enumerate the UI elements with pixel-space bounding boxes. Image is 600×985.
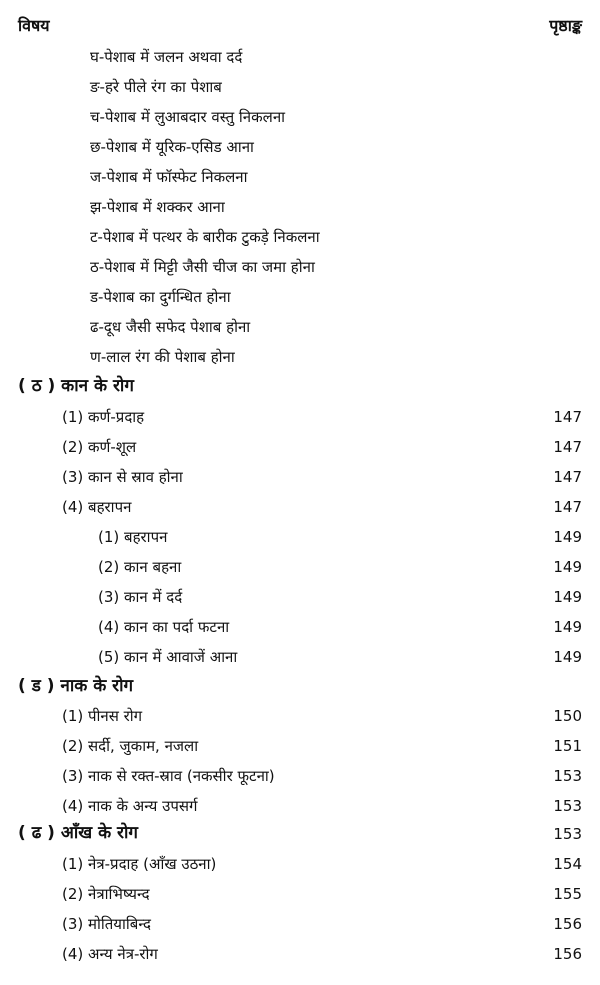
toc-subentry: (4) कान का पर्दा फटना — [98, 618, 230, 636]
toc-entry: झ-पेशाब में शक्कर आना — [90, 198, 225, 216]
toc-entry: (2) नेत्राभिष्यन्द — [62, 885, 150, 903]
toc-entry: (4) बहरापन — [62, 498, 132, 516]
toc-entry: ज-पेशाब में फॉस्फेट निकलना — [90, 168, 248, 186]
toc-subentry: (5) कान में आवाजें आना — [98, 648, 238, 666]
toc-entry: (1) नेत्र-प्रदाह (आँख उठना) — [62, 855, 217, 873]
page-number: 150 — [553, 707, 582, 725]
toc-entry: (3) नाक से रक्त-स्राव (नकसीर फूटना) — [62, 767, 275, 785]
subject-heading: विषय — [18, 16, 50, 35]
page-number: 149 — [553, 648, 582, 666]
page-number: 149 — [553, 558, 582, 576]
toc-entry: (2) कर्ण-शूल — [62, 438, 137, 456]
toc-entry: ड-पेशाब का दुर्गन्धित होना — [90, 288, 231, 306]
toc-entry: च-पेशाब में लुआबदार वस्तु निकलना — [90, 108, 286, 126]
page-number: 156 — [553, 945, 582, 963]
toc-entry: (1) पीनस रोग — [62, 707, 143, 725]
toc-header — [18, 14, 582, 38]
toc-subentry: (2) कान बहना — [98, 558, 182, 576]
toc-entry: ढ-दूध जैसी सफेद पेशाब होना — [90, 318, 251, 336]
page-number: 149 — [553, 618, 582, 636]
page-number: 147 — [553, 408, 582, 426]
page-number: 147 — [553, 498, 582, 516]
page-number: 151 — [553, 737, 582, 755]
page-number: 153 — [553, 767, 582, 785]
toc-entry: ङ-हरे पीले रंग का पेशाब — [90, 78, 222, 96]
toc-entry: (4) नाक के अन्य उपसर्ग — [62, 797, 198, 815]
section-title: ( ड ) नाक के रोग — [18, 676, 134, 696]
page-number: 155 — [553, 885, 582, 903]
page-number: 154 — [553, 855, 582, 873]
page-number: 147 — [553, 468, 582, 486]
section-title: ( ढ ) आँख के रोग — [18, 823, 138, 843]
page-number-heading: पृष्ठाङ्क — [549, 16, 582, 35]
page-number: 149 — [553, 528, 582, 546]
toc-entry: ठ-पेशाब में मिट्टी जैसी चीज का जमा होना — [90, 258, 315, 276]
toc-entry: छ-पेशाब में यूरिक-एसिड आना — [90, 138, 254, 156]
page-number: 149 — [553, 588, 582, 606]
toc-entry: (3) कान से स्राव होना — [62, 468, 183, 486]
page-number: 153 — [553, 825, 582, 843]
toc-entry: (4) अन्य नेत्र-रोग — [62, 945, 158, 963]
toc-entry: ट-पेशाब में पत्थर के बारीक टुकड़े निकलना — [90, 228, 320, 246]
toc-entry: (3) मोतियाबिन्द — [62, 915, 151, 933]
toc-entry: (2) सर्दी, जुकाम, नजला — [62, 737, 199, 755]
toc-subentry: (3) कान में दर्द — [98, 588, 183, 606]
toc-entry: घ-पेशाब में जलन अथवा दर्द — [90, 48, 243, 66]
page-number: 147 — [553, 438, 582, 456]
page-number: 156 — [553, 915, 582, 933]
page-number: 153 — [553, 797, 582, 815]
toc-entry: ण-लाल रंग की पेशाब होना — [90, 348, 235, 366]
toc-subentry: (1) बहरापन — [98, 528, 168, 546]
section-title: ( ठ ) कान के रोग — [18, 376, 134, 396]
toc-entry: (1) कर्ण-प्रदाह — [62, 408, 145, 426]
